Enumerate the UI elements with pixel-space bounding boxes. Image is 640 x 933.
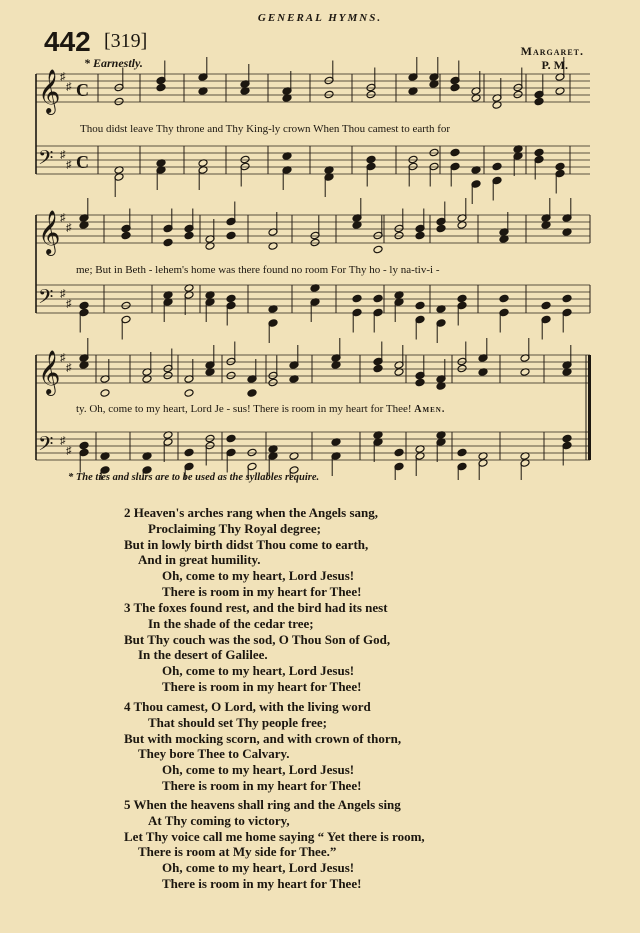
amen-label: Amen.: [414, 404, 446, 415]
sharp-icon: ♯: [60, 435, 66, 447]
note-head: [184, 389, 194, 398]
note-head: [226, 371, 236, 380]
bass-clef-icon: 𝄢: [38, 285, 54, 313]
lyric-line-2: me; But in Beth - lehem's home was there found no room For Thy ho - ly na-tiv-i -: [76, 264, 440, 276]
sharp-icon: ♯: [60, 149, 66, 161]
note-head: [513, 90, 523, 99]
verse-4: [124, 699, 401, 794]
verse-line: And in great humility.: [138, 552, 261, 568]
sharp-icon: ♯: [66, 159, 72, 171]
verse-line: 2 Heaven's arches rang when the Angels sang,: [124, 505, 378, 520]
page-header: GENERAL HYMNS.: [257, 12, 383, 24]
bass-clef-icon: 𝄢: [38, 432, 54, 460]
note-head: [457, 448, 467, 457]
verse-line: In the desert of Galilee.: [138, 647, 268, 663]
note-head: [184, 231, 194, 240]
sharp-icon: ♯: [60, 212, 66, 224]
verse-line: But in lowly birth didst Thou come to earth,: [124, 536, 369, 552]
verse-line: 5 When the heavens shall ring and the Angels sing: [124, 797, 401, 812]
verse-line: They bore Thee to Calvary.: [138, 746, 290, 762]
verse-line: That should set Thy people free;: [148, 714, 328, 730]
note-head: [226, 231, 236, 240]
tempo-marking: * Earnestly.: [84, 56, 143, 70]
note-head: [373, 245, 383, 254]
treble-clef-icon: 𝄞: [38, 69, 61, 113]
sharp-icon: ♯: [60, 288, 66, 300]
note-head: [205, 434, 215, 443]
note-head: [226, 294, 236, 303]
note-head: [436, 224, 446, 233]
note-head: [366, 155, 376, 164]
note-head: [114, 97, 124, 106]
verse-line: 3 The foxes found rest, and the bird had its nest: [124, 600, 388, 615]
note-head: [541, 301, 551, 310]
bass-clef-icon: 𝄢: [38, 146, 54, 174]
verse-5: [124, 797, 425, 892]
note-head: [121, 231, 131, 240]
treble-clef-icon: 𝄞: [38, 210, 61, 254]
verse-line: Oh, come to my heart, Lord Jesus!: [162, 762, 355, 778]
note-head: [352, 294, 362, 303]
sharp-icon: ♯: [66, 222, 72, 234]
note-head: [268, 378, 278, 387]
verse-line: There is room in my heart for Thee!: [162, 583, 362, 599]
sharp-icon: ♯: [66, 81, 72, 93]
note-head: [163, 238, 173, 247]
note-head: [394, 448, 404, 457]
lyric-line-3: [76, 403, 445, 415]
verse-line: There is room in my heart for Thee!: [162, 875, 362, 891]
sharp-icon: ♯: [66, 362, 72, 374]
note-head: [373, 294, 383, 303]
hymn-alt-number: [319]: [104, 30, 148, 52]
verse-line: There is room in my heart for Thee!: [162, 777, 362, 793]
verse-2: [124, 505, 378, 600]
note-head: [415, 231, 425, 240]
verse-line: Oh, come to my heart, Lord Jesus!: [162, 860, 355, 876]
note-head: [324, 90, 334, 99]
verse-line: But Thy couch was the sod, O Thou Son of God,: [124, 631, 391, 647]
sharp-icon: ♯: [66, 445, 72, 457]
verse-line: There is room at My side for Thee.”: [138, 844, 337, 860]
note-head: [366, 90, 376, 99]
verse-line: But with mocking scorn, and with crown of thorn,: [124, 730, 402, 746]
verse-line: Oh, come to my heart, Lord Jesus!: [162, 663, 355, 679]
verse-line: Oh, come to my heart, Lord Jesus!: [162, 568, 355, 584]
verse-line: In the shade of the cedar tree;: [148, 615, 314, 631]
sharp-icon: ♯: [60, 71, 66, 83]
note-head: [226, 434, 236, 443]
hymn-number: 442: [44, 26, 91, 57]
note-head: [450, 148, 460, 157]
note-head: [184, 448, 194, 457]
verse-line: Proclaiming Thy Royal degree;: [148, 520, 321, 536]
note-head: [394, 231, 404, 240]
final-bar-thick: [588, 355, 591, 460]
note-head: [408, 155, 418, 164]
note-head: [555, 162, 565, 171]
footnote: * The ties and slurs are to be used as the syllables require.: [68, 472, 320, 483]
note-head: [247, 448, 257, 457]
note-head: [562, 294, 572, 303]
note-head: [156, 83, 166, 92]
sharp-icon: ♯: [66, 298, 72, 310]
note-head: [499, 294, 509, 303]
lyric-line-1: Thou didst leave Thy throne and Thy King-ly crown When Thou camest to earth for: [80, 123, 451, 135]
note-head: [240, 155, 250, 164]
note-head: [415, 378, 425, 387]
verse-line: 4 Thou camest, O Lord, with the living word: [124, 699, 371, 714]
common-time-icon: C: [76, 152, 89, 172]
note-head: [534, 148, 544, 157]
verse-line: At Thy coming to victory,: [148, 812, 290, 828]
common-time-icon: C: [76, 80, 89, 100]
note-head: [450, 83, 460, 92]
verse-line: Let Thy voice call me home saying “ Yet there is room,: [124, 828, 425, 844]
verse-3: [124, 600, 390, 695]
note-head: [562, 434, 572, 443]
tune-name: Margaret.: [520, 44, 584, 58]
note-head: [247, 389, 257, 398]
note-head: [534, 97, 544, 106]
note-head: [415, 301, 425, 310]
note-head: [373, 364, 383, 373]
note-head: [121, 301, 131, 310]
sharp-icon: ♯: [60, 352, 66, 364]
note-head: [100, 389, 110, 398]
meter: P. M.: [541, 58, 568, 72]
treble-clef-icon: 𝄞: [38, 350, 61, 394]
note-head: [429, 148, 439, 157]
note-head: [163, 371, 173, 380]
note-head: [79, 441, 89, 450]
note-head: [457, 294, 467, 303]
note-head: [79, 301, 89, 310]
verse-line: There is room in my heart for Thee!: [162, 678, 362, 694]
note-head: [310, 238, 320, 247]
note-head: [457, 364, 467, 373]
lyric-line-3-text: ty. Oh, come to my heart, Lord Je - sus! There is room in my heart for Thee!: [76, 403, 412, 415]
note-head: [492, 162, 502, 171]
